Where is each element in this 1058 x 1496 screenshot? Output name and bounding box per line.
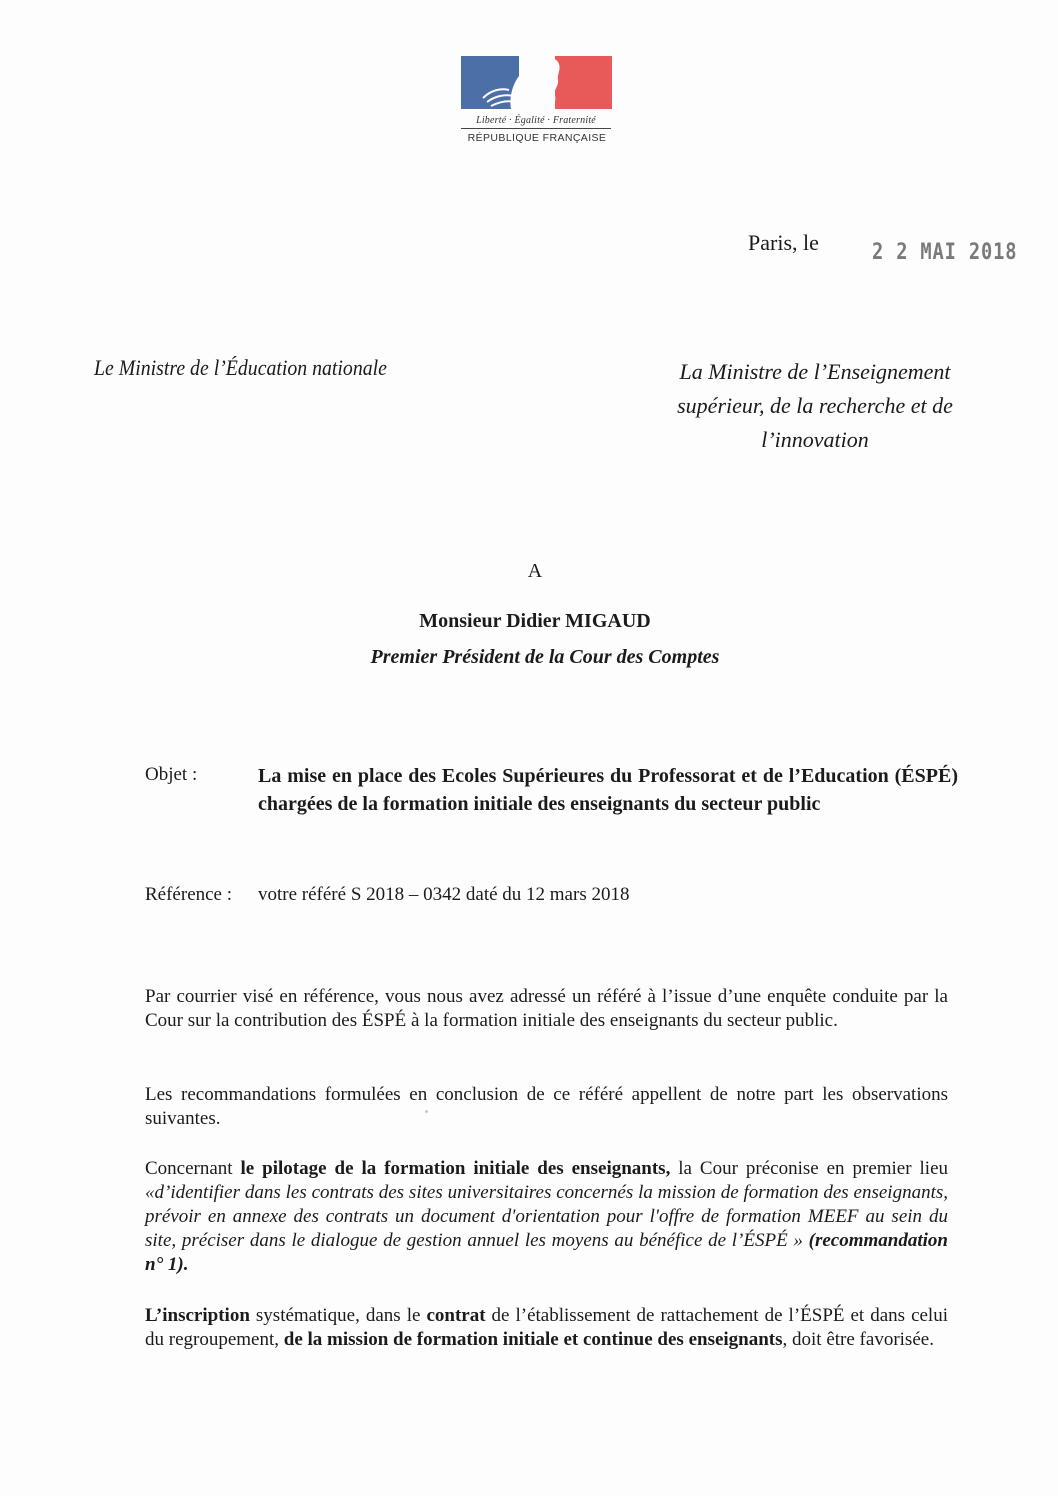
sender-education-minister: Le Ministre de l’Éducation nationale bbox=[94, 355, 387, 380]
body-paragraph-1: Par courrier visé en référence, vous nous avez adressé un référé à l’issue d’une enquête conduite par la Cour sur la contribution des ÉSPÉ à la formation initiale des enseignants du secteur public. bbox=[145, 986, 948, 1031]
date-stamp: 2 2 MAI 2018 bbox=[872, 240, 1018, 265]
motto: Liberté · Égalité · Fraternité bbox=[461, 115, 611, 129]
text-run: , doit être favorisée. bbox=[782, 1329, 934, 1350]
body-paragraph-2: Les recommandations formulées en conclusion de ce référé appellent de notre part les observations suivantes. bbox=[145, 1084, 948, 1129]
sender-line: La Ministre de l’Enseignement bbox=[679, 359, 951, 384]
quoted-recommendation: «d’identifier dans les contrats des sites universitaires concernés la mission de formation des enseignants, prévoir en annexe des contrats un document d'orientation pour l'offre de formation MEEF au sein du site, préciser dans le dialogue de gestion annuel les moyens au bénéfice de l’ÉSPÉ » bbox=[145, 1182, 948, 1251]
addressee-prefix: A bbox=[527, 560, 543, 582]
reference-text: votre référé S 2018 – 0342 daté du 12 mars 2018 bbox=[258, 884, 630, 905]
body-paragraph-4 bbox=[145, 1304, 948, 1352]
text-run: la Cour préconise en premier lieu bbox=[670, 1158, 949, 1179]
subject-label: Objet : bbox=[145, 764, 198, 785]
place: Paris, le bbox=[748, 230, 819, 255]
bold-run: le pilotage de la formation initiale des enseignants, bbox=[240, 1158, 671, 1179]
scan-speck bbox=[425, 1110, 428, 1113]
text-run: systématique, dans le bbox=[249, 1305, 427, 1326]
addressee-name: Monsieur Didier MIGAUD bbox=[419, 610, 651, 632]
reference-label: Référence : bbox=[145, 884, 233, 905]
recommendation-number: (recommandation n° 1). bbox=[145, 1230, 948, 1275]
sender-line: l’innovation bbox=[761, 427, 869, 452]
sender-higher-education-minister bbox=[640, 355, 990, 457]
text-run: de l’établissement de rattachement de l’ÉSPÉ et dans celui du regroupement, bbox=[145, 1305, 948, 1350]
republique-francaise: RÉPUBLIQUE FRANÇAISE bbox=[467, 132, 607, 144]
bold-run: de la mission de formation initiale et continue des enseignants bbox=[283, 1329, 783, 1350]
bold-run: L’inscription bbox=[145, 1305, 250, 1326]
body-paragraph-3 bbox=[145, 1157, 948, 1277]
republique-francaise-logo bbox=[461, 56, 613, 148]
text-run: Concernant bbox=[145, 1158, 241, 1179]
bold-run: contrat bbox=[426, 1305, 486, 1326]
marianne-logo-icon bbox=[461, 56, 612, 109]
subject-text: La mise en place des Ecoles Supérieures du Professorat et de l’Education (ÉSPÉ) chargées de la formation initiale des enseignants du secteur public bbox=[258, 765, 958, 815]
addressee-title: Premier Président de la Cour des Comptes bbox=[370, 646, 720, 668]
sender-line: supérieur, de la recherche et de bbox=[677, 393, 953, 418]
